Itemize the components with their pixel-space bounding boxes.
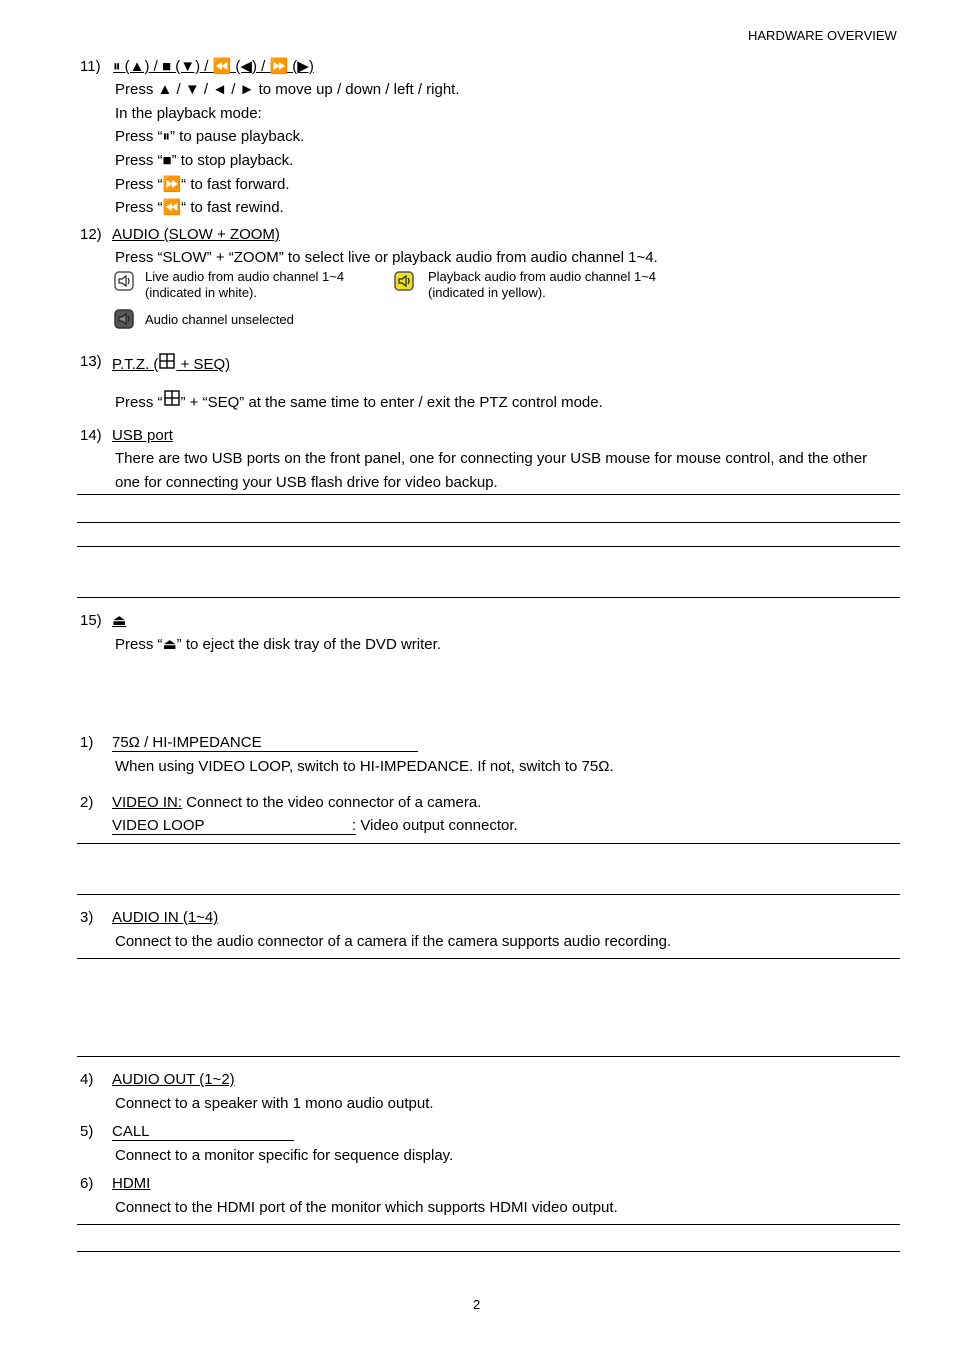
rear-3-title: AUDIO IN (1~4) [112,909,219,926]
item-15-desc: Press “⏏” to eject the disk tray of the DVD writer. [115,636,441,653]
rear-2-line1 [112,794,481,812]
rear-3-number: 3) [80,909,94,926]
rear-4-number: 4) [80,1071,94,1088]
item-14-number: 14) [80,427,102,444]
rear-3-desc: Connect to the audio connector of a camera if the camera supports audio recording. [115,933,672,950]
item-11-title: ⏸ (▲) / ■ (▼) / ⏪ (◀) / ⏩ (▶) [113,58,314,75]
video-loop-text: Video output connector. [356,817,518,834]
playback-audio-note: (indicated in yellow). [428,285,546,300]
live-audio-label: Live audio from audio channel 1~4 [145,269,345,284]
speaker-playback-icon [394,271,414,291]
divider [77,894,900,895]
page-header: HARDWARE OVERVIEW [748,28,897,43]
divider [77,843,900,844]
rear-5-title: CALL [112,1123,150,1140]
ptz-title-suffix: + SEQ) [176,356,231,373]
live-audio-note: (indicated in white). [145,285,257,300]
divider [77,958,900,959]
speaker-unselected-icon [114,309,134,329]
item-12-desc: Press “SLOW” + “ZOOM” to select live or playback audio from audio channel 1~4. [115,249,658,266]
item-11-line: Press “■” to stop playback. [115,152,294,169]
title-underline [112,751,418,752]
item-11-number: 11) [80,58,101,75]
rear-2-number: 2) [80,794,94,811]
divider [77,522,900,523]
rear-6-title: HDMI [112,1175,151,1192]
item-13-title [112,353,230,374]
rear-5-desc: Connect to a monitor specific for sequence display. [115,1147,454,1164]
item-15-number: 15) [80,612,102,629]
item-11-line: In the playback mode: [115,105,262,122]
item-12-number: 12) [80,226,102,243]
video-in-text: Connect to the video connector of a camera. [182,794,482,811]
title-underline [112,834,356,835]
video-in-label: VIDEO IN: [112,794,183,811]
rear-5-number: 5) [80,1123,94,1140]
item-14-line: one for connecting your USB flash drive for video backup. [115,474,498,491]
rear-6-number: 6) [80,1175,94,1192]
rear-4-title: AUDIO OUT (1~2) [112,1071,235,1088]
item-11-line: Press “⏪“ to fast rewind. [115,199,284,216]
video-loop-label: VIDEO LOOP [112,817,205,834]
item-14-title: USB port [112,427,173,444]
divider [77,494,900,495]
item-13-desc [115,390,603,412]
ptz-desc-suffix: ” + “SEQ” at the same time to enter / exit the PTZ control mode. [180,394,603,411]
divider [77,1056,900,1057]
video-loop-line [352,817,518,835]
item-13-number: 13) [80,353,102,370]
rear-6-desc: Connect to the HDMI port of the monitor which supports HDMI video output. [115,1199,618,1216]
eject-icon: ⏏ [112,612,127,629]
item-14-line: There are two USB ports on the front panel, one for connecting your USB mouse for mouse control, and the other [115,450,868,467]
audio-unselected-label: Audio channel unselected [145,312,294,327]
rear-1-desc: When using VIDEO LOOP, switch to HI-IMPEDANCE. If not, switch to 75Ω. [115,758,614,775]
item-11-line: Press ▲ / ▼ / ◄ / ► to move up / down / left / right. [115,81,460,98]
divider [77,1251,900,1252]
video-loop-colon: : [352,817,357,834]
rear-1-title: 75Ω / HI-IMPEDANCE [112,734,262,751]
item-11-line: Press “⏩“ to fast forward. [115,176,290,193]
page-number: 2 [473,1297,481,1312]
quad-split-icon [163,390,181,408]
speaker-live-icon [114,271,134,291]
rear-4-desc: Connect to a speaker with 1 mono audio output. [115,1095,434,1112]
divider [77,1224,900,1225]
divider [77,597,900,598]
rear-1-number: 1) [80,734,94,751]
title-underline [112,1140,294,1141]
item-12-title: AUDIO (SLOW + ZOOM) [112,226,280,243]
item-11-line: Press “⏸” to pause playback. [115,128,305,145]
divider [77,546,900,547]
ptz-title-prefix: P.T.Z. ( [112,356,159,373]
playback-audio-label: Playback audio from audio channel 1~4 [428,269,657,284]
quad-split-icon [158,353,176,371]
ptz-desc-prefix: Press “ [115,394,163,411]
